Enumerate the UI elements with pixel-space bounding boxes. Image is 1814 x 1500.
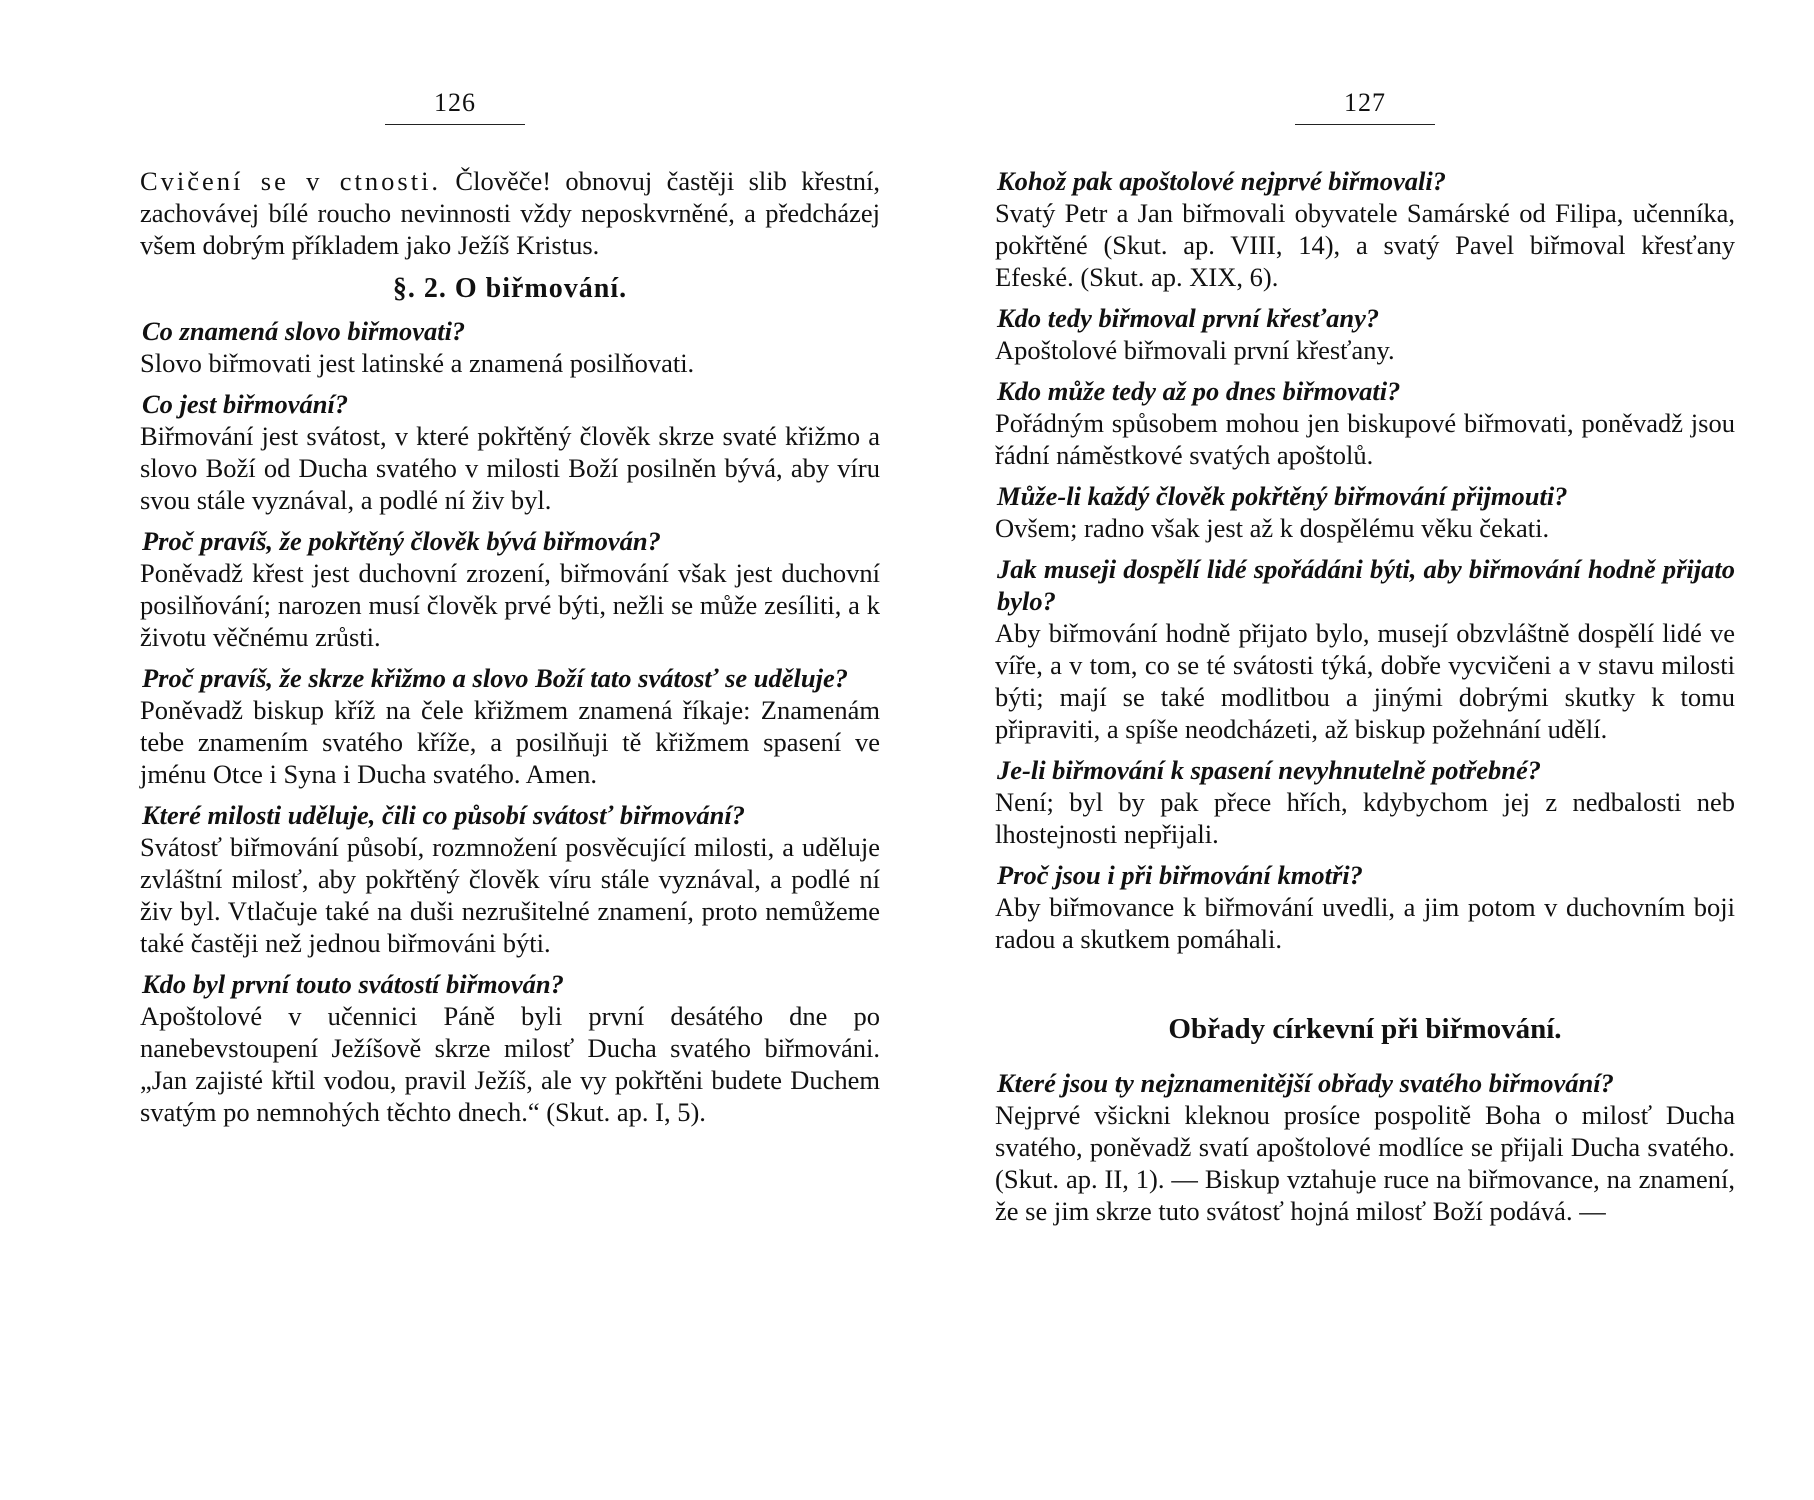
intro-paragraph bbox=[140, 165, 880, 261]
answer: Svatý Petr a Jan biřmovali obyvatele Samárské od Filipa, učenníka, pokřtěné (Skut. ap. VIII, 14), a svatý Pavel biřmoval křesťany Efeské. (Skut. ap. XIX, 6). bbox=[995, 198, 1735, 292]
page-body bbox=[140, 165, 880, 1128]
question: Může-li každý člověk pokřtěný biřmování přijmouti? bbox=[997, 481, 1568, 511]
question: Kdo tedy biřmoval první křesťany? bbox=[997, 303, 1380, 333]
question: Co jest biřmování? bbox=[142, 389, 349, 419]
question: Je-li biřmování k spasení nevyhnutelně potřebné? bbox=[997, 755, 1541, 785]
answer: Apoštolové biřmovali první křesťany. bbox=[995, 335, 1395, 365]
question: Kdo může tedy až po dnes biřmovati? bbox=[997, 376, 1401, 406]
question: Proč pravíš, že skrze křižmo a slovo Boží tato svátosť se uděluje? bbox=[142, 663, 849, 693]
answer: Pořádným spůsobem mohou jen biskupové biřmovati, poněvadž jsou řádní náměstkové svatých apoštolů. bbox=[995, 408, 1735, 470]
answer: Není; byl by pak přece hřích, kdybychom jej z nedbalosti neb lhostejnosti nepřijali. bbox=[995, 787, 1735, 849]
header-rule bbox=[385, 124, 525, 125]
question: Proč pravíš, že pokřtěný člověk bývá biřmován? bbox=[142, 526, 661, 556]
section-title: Obřady církevní při biřmování. bbox=[1168, 1013, 1562, 1045]
answer: Svátosť biřmování působí, rozmnožení posvěcující milosti, a uděluje zvláštní milosť, aby pokřtěný člověk víru stále vyznával, a podlé ní živ byl. Vtlačuje také na duši nezrušitelné znamení, proto nemůžeme také častěji než jednou biřmováni býti. bbox=[140, 832, 880, 958]
answer: Poněvadž křest jest duchovní zrození, biřmování však jest duchovní posilňování; narozen musí člověk prvé býti, nežli se může zesíliti, a k životu věčnému zrůsti. bbox=[140, 558, 880, 652]
answer: Aby biřmovance k biřmování uvedli, a jim potom v duchovním boji radou a skutkem pomáhali. bbox=[995, 892, 1735, 954]
page-number: 126 bbox=[434, 88, 476, 117]
header-rule bbox=[1295, 124, 1435, 125]
intro-text: Člověče! obnovuj častěji slib křestní, zachovávej bílé roucho nevinnosti vždy neposkvrněné, a předcházej všem dobrým příkladem jako Ježíš Kristus. bbox=[140, 166, 880, 260]
page-number: 127 bbox=[1344, 88, 1386, 117]
answer: Nejprvé všickni kleknou prosíce pospolitě Boha o milosť Ducha svatého, poněvadž svatí apoštolové modlíce se přijali Ducha svatého. (Skut. ap. II, 1). — Biskup vztahuje ruce na biřmovance, na znamení, že se jim skrze tuto svátosť hojná milosť Boží podává. — bbox=[995, 1100, 1735, 1226]
answer: Slovo biřmovati jest latinské a znamená posilňovati. bbox=[140, 348, 695, 378]
question: Kohož pak apoštolové nejprvé biřmovali? bbox=[997, 166, 1447, 196]
question: Proč jsou i při biřmování kmotři? bbox=[997, 860, 1363, 890]
right-page bbox=[907, 0, 1814, 1500]
answer: Ovšem; radno však jest až k dospělému věku čekati. bbox=[995, 513, 1550, 543]
question: Které milosti uděluje, čili co působí svátosť biřmování? bbox=[142, 800, 745, 830]
intro-lead: Cvičení se v ctnosti. bbox=[140, 166, 442, 196]
answer: Aby biřmování hodně přijato bylo, musejí obzvláštně dospělí lidé ve víře, a v tom, co se té svátosti týká, dobře vycvičeni a v stavu milosti býti; mají se také modlitbou a jinými dobrými skutky k tomu připraviti, a spíše neodcházeti, až biskup požehnání udělí. bbox=[995, 618, 1735, 744]
answer: Poněvadž biskup kříž na čele křižmem znamená říkaje: Znamenám tebe znamením svatého kříže, a posilňuji tě křižmem spasení ve jménu Otce i Syna i Ducha svatého. Amen. bbox=[140, 695, 880, 789]
page-body bbox=[995, 165, 1735, 1227]
answer: Apoštolové v učennici Páně byli první desátého dne po nanebevstoupení Ježíšově skrze milosť Ducha svatého biřmováni. „Jan zajisté křtil vodou, pravil Ježíš, ale vy pokřtěni budete Duchem svatým po nemnohých těchto dnech.“ (Skut. ap. I, 5). bbox=[140, 1001, 880, 1127]
question: Co znamená slovo biřmovati? bbox=[142, 316, 466, 346]
question: Jak museji dospělí lidé spořádáni býti, aby biřmování hodně přijato bylo? bbox=[997, 554, 1735, 616]
answer: Biřmování jest svátost, v které pokřtěný člověk skrze svaté křižmo a slovo Boží od Ducha svatého v milosti Boží posilněn bývá, aby víru svou stále vyznával, a podlé ní živ byl. bbox=[140, 421, 880, 515]
question: Kdo byl první touto svátostí biřmován? bbox=[142, 969, 564, 999]
section-title: §. 2. O biřmování. bbox=[392, 273, 628, 304]
question: Které jsou ty nejznamenitější obřady svatého biřmování? bbox=[997, 1068, 1614, 1098]
